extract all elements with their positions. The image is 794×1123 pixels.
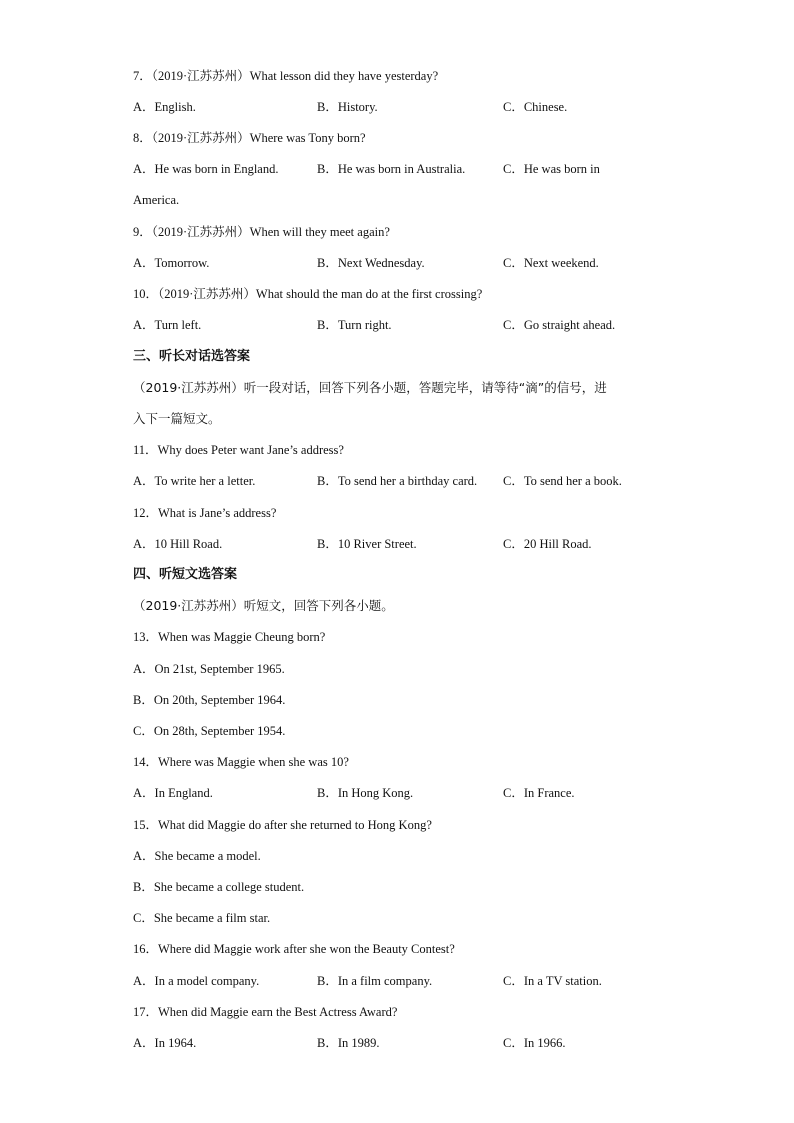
question-8-option-c-continued: America. — [133, 193, 180, 207]
question-11-option-a: A．To write her a letter. — [133, 474, 256, 488]
section-3-heading: 三、听长对话选答案 — [133, 349, 251, 364]
question-15-option-b: B．She became a college student. — [133, 880, 305, 894]
question-7-stem: 7．（2019·江苏苏州）What lesson did they have yesterday? — [133, 69, 439, 83]
question-12-option-c: C．20 Hill Road. — [503, 537, 592, 551]
question-8-option-b: B．He was born in Australia. — [317, 162, 466, 176]
question-17-option-b: B．In 1989. — [317, 1036, 380, 1050]
question-16-option-c: C．In a TV station. — [503, 974, 602, 988]
question-13-option-a: A．On 21st, September 1965. — [133, 662, 285, 676]
question-16-stem: 16．Where did Maggie work after she won the Beauty Contest? — [133, 942, 455, 956]
question-7-option-a: A．English. — [133, 100, 196, 114]
question-10-stem: 10．（2019·江苏苏州）What should the man do at the first crossing? — [133, 287, 483, 301]
question-13-stem: 13．When was Maggie Cheung born? — [133, 630, 326, 644]
question-14-option-a: A．In England. — [133, 786, 213, 800]
section-3-intro-line-1: （2019·江苏苏州）听一段对话，回答下列各小题，答题完毕，请等待“滴”的信号，进 — [133, 380, 607, 395]
question-14-stem: 14．Where was Maggie when she was 10? — [133, 755, 349, 769]
question-9-option-b: B．Next Wednesday. — [317, 256, 425, 270]
question-17-option-a: A．In 1964. — [133, 1036, 197, 1050]
question-9-option-c: C．Next weekend. — [503, 256, 599, 270]
question-15-option-a: A．She became a model. — [133, 849, 261, 863]
question-8-option-a: A．He was born in England. — [133, 162, 279, 176]
section-4-intro: （2019·江苏苏州）听短文，回答下列各小题。 — [133, 598, 394, 613]
question-9-stem: 9．（2019·江苏苏州）When will they meet again? — [133, 225, 390, 239]
question-8-option-c: C．He was born in — [503, 162, 600, 176]
question-17-option-c: C．In 1966. — [503, 1036, 566, 1050]
question-12-option-b: B．10 River Street. — [317, 537, 417, 551]
question-17-stem: 17．When did Maggie earn the Best Actress Award? — [133, 1005, 398, 1019]
question-10-option-c: C．Go straight ahead. — [503, 318, 616, 332]
question-7-option-c: C．Chinese. — [503, 100, 568, 114]
question-7-option-b: B．History. — [317, 100, 378, 114]
question-10-option-b: B．Turn right. — [317, 318, 392, 332]
question-11-option-c: C．To send her a book. — [503, 474, 622, 488]
question-14-option-c: C．In France. — [503, 786, 575, 800]
question-12-option-a: A．10 Hill Road. — [133, 537, 223, 551]
question-14-option-b: B．In Hong Kong. — [317, 786, 414, 800]
question-13-option-b: B．On 20th, September 1964. — [133, 693, 286, 707]
question-8-stem: 8．（2019·江苏苏州）Where was Tony born? — [133, 131, 366, 145]
question-10-option-a: A．Turn left. — [133, 318, 202, 332]
question-12-stem: 12．What is Jane’s address? — [133, 506, 277, 520]
question-13-option-c: C．On 28th, September 1954. — [133, 724, 286, 738]
question-16-option-a: A．In a model company. — [133, 974, 260, 988]
section-3-intro-line-2: 入下一篇短文。 — [133, 411, 221, 426]
question-15-stem: 15．What did Maggie do after she returned to Hong Kong? — [133, 818, 432, 832]
section-4-heading: 四、听短文选答案 — [133, 567, 238, 582]
question-15-option-c: C．She became a film star. — [133, 911, 271, 925]
question-11-stem: 11．Why does Peter want Jane’s address? — [133, 443, 344, 457]
question-9-option-a: A．Tomorrow. — [133, 256, 210, 270]
question-16-option-b: B．In a film company. — [317, 974, 433, 988]
question-11-option-b: B．To send her a birthday card. — [317, 474, 478, 488]
